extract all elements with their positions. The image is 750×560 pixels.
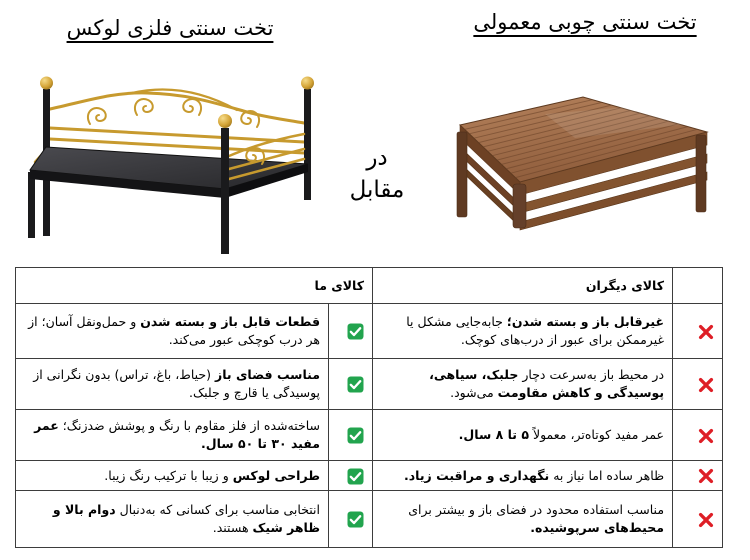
check-cell [329, 491, 373, 548]
table-header-ours: کالای ما [16, 268, 373, 304]
versus-label [335, 142, 419, 206]
title-wooden-bed: تخت سنتی چوبی معمولی [473, 10, 697, 34]
text-segment: دوام بالا و ظاهر شیک [52, 502, 321, 535]
title-metal-bed: تخت سنتی فلزی لوکس [66, 16, 274, 40]
cross-cell [673, 491, 723, 548]
table-row [16, 491, 723, 548]
table-row [16, 461, 723, 491]
text-segment: ظاهر ساده اما نیاز به [549, 467, 665, 483]
text-segment: و زیبا با ترکیب رنگ زیبا. [104, 467, 233, 483]
table-header-others: کالای دیگران [373, 268, 673, 304]
text-segment: مناسب استفاده محدود در فضای باز و بیشتر برای [408, 502, 665, 518]
cross-cell [673, 461, 723, 491]
cross-icon [698, 377, 714, 393]
check-cell [329, 359, 373, 410]
text-segment: می‌شود. [450, 385, 498, 400]
text-segment: غیرقابل باز و بسته شدن؛ [506, 314, 665, 330]
table-header-row [16, 268, 723, 304]
text-segment: عمر مفید ۳۰ تا ۵۰ سال. [34, 418, 321, 451]
check-cell [329, 410, 373, 461]
check-icon [347, 323, 364, 340]
table-row [16, 359, 723, 410]
versus-line-1: در [366, 145, 388, 171]
cross-icon [698, 512, 714, 528]
text-segment: طراحی لوکس [232, 467, 321, 483]
cross-cell [673, 410, 723, 461]
cell-ours-text [16, 410, 329, 461]
text-segment: ساخته‌شده از فلز مقاوم با رنگ و پوشش ضدزنگ؛ [58, 418, 321, 434]
text-segment: و حمل‌ونقل آسان؛ از هر درب کوچکی عبور می‌کند. [28, 314, 321, 347]
cell-ours-text [16, 461, 329, 491]
check-cell [329, 304, 373, 359]
check-cell [329, 461, 373, 491]
text-segment: در محیط باز به‌سرعت دچار [518, 367, 665, 383]
versus-line-2: مقابل [349, 177, 405, 203]
cell-others-text [373, 304, 673, 359]
wooden-bed-image [425, 72, 740, 250]
cross-cell [673, 359, 723, 410]
comparison-table [15, 267, 723, 548]
bed-post-front [221, 128, 229, 254]
text-segment: مناسب فضای باز [215, 367, 321, 383]
cross-icon [698, 468, 714, 484]
text-segment: محیط‌های سرپوشیده. [530, 520, 665, 535]
cell-ours-text [16, 359, 329, 410]
bed-platform [30, 147, 308, 198]
cross-icon [698, 428, 714, 444]
table-row [16, 304, 723, 359]
cross-icon [698, 324, 714, 340]
check-icon [347, 376, 364, 393]
text-segment: جلبک، سیاهی، پوسیدگی و کاهش مقاومت [429, 367, 665, 400]
cell-ours-text [16, 491, 329, 548]
text-segment: عمر مفید کوتاه‌تر، معمولاً [528, 427, 665, 443]
text-segment: ۵ تا ۸ سال. [458, 427, 529, 443]
check-icon [347, 468, 364, 485]
text-segment: (حیاط، باغ، تراس) بدون نگرانی از پوسیدگی یا قارچ و جلبک. [33, 367, 321, 400]
text-segment: جابه‌جایی مشکل یا غیرممکن برای عبور از درب‌های کوچک. [406, 314, 665, 347]
header-empty-cell [673, 268, 723, 304]
text-segment: نگهداری و مراقبت زیاد. [403, 467, 550, 483]
cell-others-text [373, 461, 673, 491]
metal-bed-image [12, 52, 327, 264]
table-row [16, 410, 723, 461]
cross-cell [673, 304, 723, 359]
text-segment: قطعات قابل باز و بسته شدن [140, 314, 321, 330]
text-segment: انتخابی مناسب برای کسانی که به‌دنبال [115, 502, 321, 518]
cell-ours-text [16, 304, 329, 359]
cell-others-text [373, 491, 673, 548]
check-icon [347, 511, 364, 528]
check-icon [347, 427, 364, 444]
cell-others-text [373, 410, 673, 461]
text-segment: هستند. [212, 520, 253, 535]
cell-others-text [373, 359, 673, 410]
